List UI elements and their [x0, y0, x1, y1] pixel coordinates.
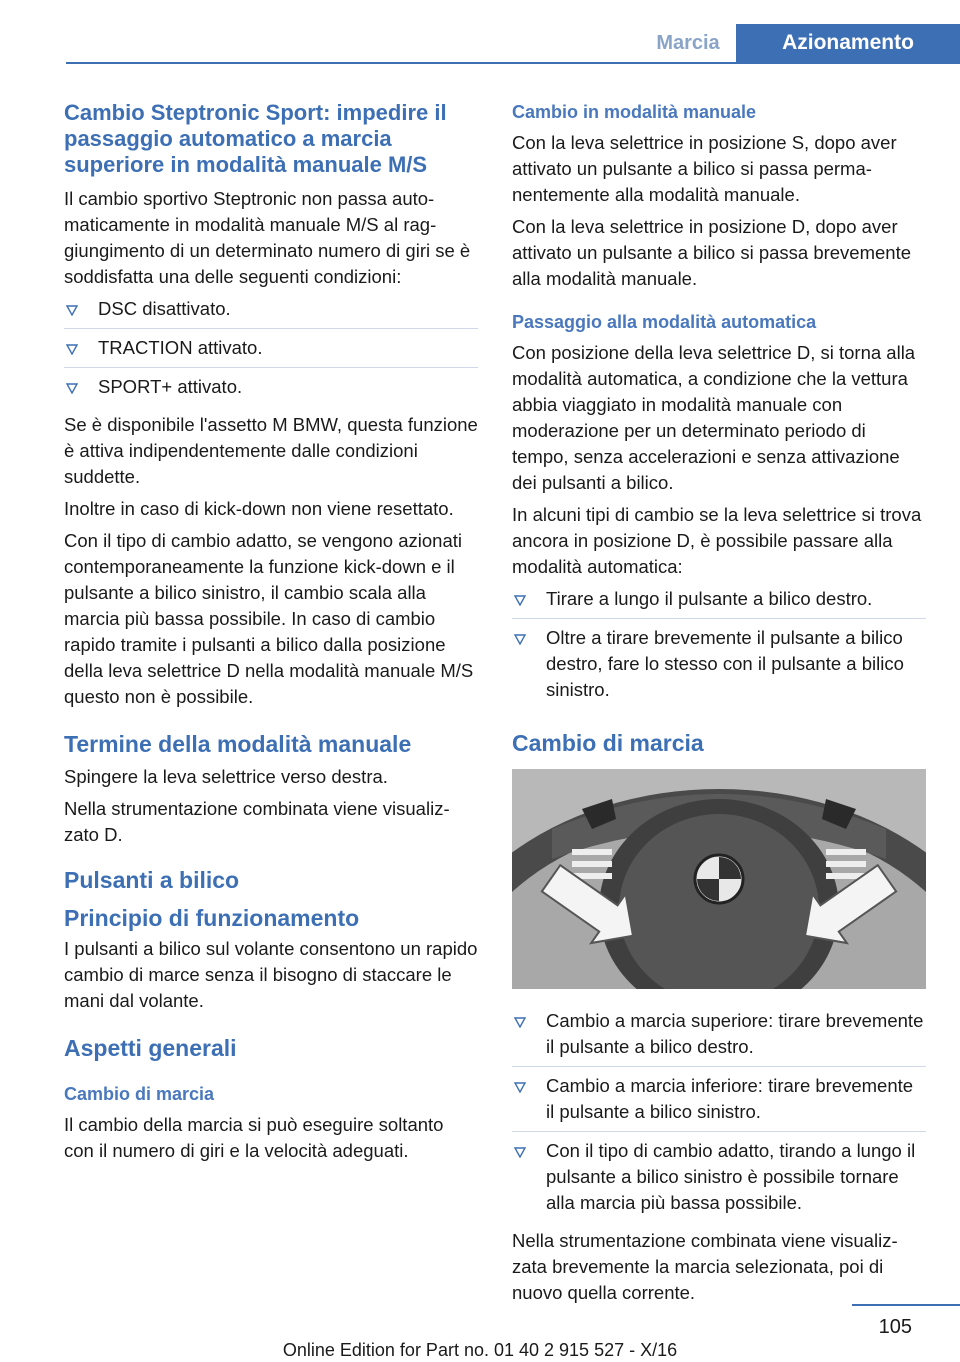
- section-tab-marcia[interactable]: Marcia: [656, 32, 720, 54]
- list-item-text: SPORT+ attivato.: [98, 376, 243, 397]
- triangle-bullet-icon: [66, 343, 78, 355]
- triangle-bullet-icon: [514, 1016, 526, 1028]
- paragraph-kickdown: Inoltre in caso di kick-down non viene resettato.: [64, 498, 454, 519]
- principio-title: Principio di funzionamento: [64, 905, 360, 931]
- manuale-subtitle: Cambio in modalità manuale: [512, 102, 757, 122]
- triangle-bullet-icon: [66, 382, 78, 394]
- footer-rule: [852, 1304, 960, 1306]
- right-column: [512, 100, 926, 1312]
- list-item: [64, 296, 478, 329]
- list-item-text: Cambio a marcia inferiore: tirare brevemente il pulsante a bilico sinistro.: [546, 1075, 914, 1122]
- termine-p1: Spingere la leva selettrice verso destra.: [64, 766, 388, 787]
- list-item-text: Cambio a marcia superiore: tirare brevemente il pulsante a bilico destro.: [546, 1010, 924, 1057]
- termine-p2: Nella strumentazione combinata viene visualizzato D.: [64, 798, 450, 845]
- manuale-p1: Con la leva selettrice in posizione S, dopo aver attivato un pulsante a bilico si passa permanentemente alla modalità manuale.: [512, 132, 897, 205]
- page-number: 105: [878, 1316, 912, 1338]
- aspetti-title: Aspetti generali: [64, 1035, 237, 1061]
- termine-title: Termine della modalità manuale: [64, 731, 412, 757]
- auto-list: [512, 586, 926, 709]
- list-item-text: Oltre a tirare brevemente il pulsante a bilico destro, fare lo stesso con il pulsante a bilico sinistro.: [546, 627, 904, 700]
- list-item: [512, 625, 926, 709]
- marcia-title: Cambio di marcia: [512, 730, 704, 756]
- left-column: [64, 100, 478, 1170]
- triangle-bullet-icon: [66, 304, 78, 316]
- list-item-text: Tirare a lungo il pulsante a bilico destro.: [546, 588, 873, 609]
- steptronic-intro: Il cambio sportivo Steptronic non passa automaticamente in modalità manuale M/S al raggiungimento di un determinato numero di giri se è soddisfatta una delle seguenti condizioni:: [64, 188, 471, 287]
- list-item-text: Con il tipo di cambio adatto, tirando a lungo il pulsante a bilico sinistro è possibile tornare alla marcia più bassa possibile.: [546, 1140, 916, 1213]
- list-item-text: DSC disattivato.: [98, 298, 231, 319]
- paragraph-assetto: Se è disponibile l'assetto M BMW, questa funzione è attiva indipendentemente dalle condizioni suddette.: [64, 414, 478, 487]
- list-item-text: TRACTION attivato.: [98, 337, 263, 358]
- marcia-p: Nella strumentazione combinata viene visualizzata brevemente la marcia selezionata, poi di nuovo quella corrente.: [512, 1230, 898, 1303]
- page-footer: [0, 1290, 960, 1362]
- auto-p1: Con posizione della leva selettrice D, si torna alla modalità automatica, a condizione che la vettura abbia viaggiato in modalità manuale con moderazione per un determinato periodo di tempo, senza accelerazioni e senza attivazione dei pulsanti a bilico.: [512, 342, 916, 493]
- header-rule: [66, 62, 960, 64]
- list-item: [64, 374, 478, 406]
- marcia-list: [512, 1008, 926, 1222]
- list-item: [512, 1008, 926, 1067]
- manuale-p2: Con la leva selettrice in posizione D, dopo aver attivato un pulsante a bilico si passa brevemente alla modalità manuale.: [512, 216, 912, 289]
- steptronic-title: Cambio Steptronic Sport: impedire il passaggio automatico a marcia superiore in modalità manuale M/S: [64, 100, 447, 177]
- list-item: [512, 1138, 926, 1222]
- paragraph-cambio-adatto: Con il tipo di cambio adatto, se vengono azionati contemporaneamente la funzione kick-down e il pulsante a bilico sinistro, il cambio scala alla marcia più bassa possibile. In caso di cambio rapido tramite i pulsanti a bilico dalla posizione della leva selettrice D nella modalità manuale M/S questo non è possibile.: [64, 530, 474, 707]
- edition-line: Online Edition for Part no. 01 40 2 915 527 - X/16: [282, 1340, 678, 1360]
- principio-p: I pulsanti a bilico sul volante consentono un rapido cambio di marce senza il bisogno di staccare le mani dal volante.: [64, 938, 478, 1011]
- cambio-p: Il cambio della marcia si può eseguire soltanto con il numero di giri e la velocità adeguati.: [64, 1114, 444, 1161]
- auto-p2: In alcuni tipi di cambio se la leva selettrice si trova ancora in posizione D, è possibile passare alla modalità automatica:: [512, 504, 922, 577]
- cambio-subtitle: Cambio di marcia: [64, 1084, 215, 1104]
- list-item: [512, 586, 926, 619]
- conditions-list: [64, 296, 478, 406]
- page-header: [0, 0, 960, 64]
- triangle-bullet-icon: [514, 594, 526, 606]
- triangle-bullet-icon: [514, 1146, 526, 1158]
- triangle-bullet-icon: [514, 1081, 526, 1093]
- steering-wheel-illustration: [512, 769, 926, 989]
- chapter-tab-azionamento[interactable]: Azionamento: [736, 24, 960, 64]
- pulsanti-title: Pulsanti a bilico: [64, 867, 240, 893]
- list-item: [64, 335, 478, 368]
- auto-subtitle: Passaggio alla modalità automatica: [512, 312, 817, 332]
- triangle-bullet-icon: [514, 633, 526, 645]
- list-item: [512, 1073, 926, 1132]
